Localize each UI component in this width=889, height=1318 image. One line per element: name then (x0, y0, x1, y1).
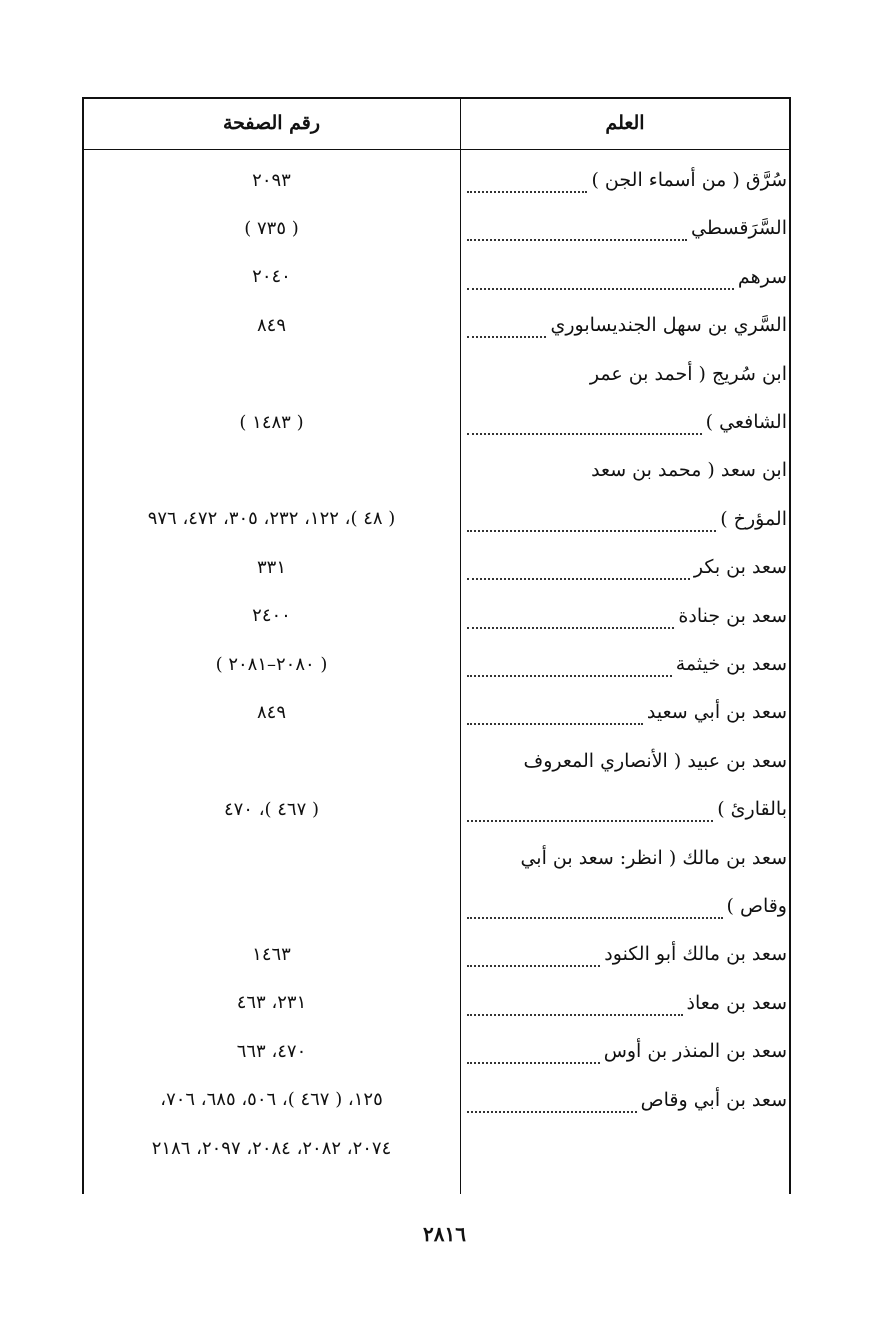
leader-dots (467, 1014, 683, 1016)
table-row (83, 206, 789, 250)
name-cell (461, 497, 789, 541)
table-row (83, 1126, 789, 1170)
name-text: سُرَّق ( من أسماء الجن ) (591, 169, 787, 191)
page-numbers-cell: ٢٣١، ٤٦٣ (236, 992, 307, 1014)
table-row (83, 932, 789, 976)
name-text: السَّري بن سهل الجنديسابوري (550, 314, 787, 337)
name-text: سعد بن أبي سعيد (646, 701, 787, 724)
table-row (83, 884, 789, 928)
page-numbers-cell (83, 448, 460, 492)
name-text: الشافعي ) (705, 411, 787, 433)
page-numbers-cell (83, 352, 460, 396)
leader-dots (467, 433, 702, 435)
leader-dots (467, 578, 690, 580)
page-numbers-cell (83, 739, 460, 783)
table-row (83, 352, 789, 396)
name-cell (461, 739, 789, 783)
name-cell (461, 158, 789, 202)
table-row (83, 787, 789, 831)
name-text: السَّرَقسطي (691, 217, 787, 240)
name-text: سعد بن مالك ( انظر: سعد بن أبي (520, 846, 787, 869)
name-text: سعد بن معاذ (686, 991, 787, 1014)
leader-dots (467, 723, 643, 725)
leader-dots (467, 917, 723, 919)
table-row (83, 400, 789, 444)
table-right-border (789, 97, 791, 1194)
name-text: بالقارئ ) (717, 798, 787, 821)
table-row (83, 981, 789, 1025)
name-text: سرهم (737, 265, 787, 288)
leader-dots (467, 336, 546, 338)
page-numbers-cell: ٤٧٠، ٦٦٣ (236, 1040, 307, 1062)
page-numbers-cell: ( ١٤٨٣ ) (239, 411, 304, 433)
table-row (83, 836, 789, 880)
page-numbers-cell: ٨٤٩ (257, 314, 287, 336)
name-cell (461, 642, 789, 686)
name-cell (461, 884, 789, 928)
table-row (83, 642, 789, 686)
leader-dots (467, 675, 672, 677)
name-text: سعد بن مالك أبو الكنود (604, 943, 787, 966)
page-numbers-cell: ( ٤٨ )، ١٢٢، ٢٣٢، ٣٠٥، ٤٧٢، ٩٧٦ (147, 508, 396, 530)
table-row (83, 1078, 789, 1122)
leader-dots (467, 965, 600, 967)
name-cell (461, 545, 789, 589)
table-row (83, 545, 789, 589)
table-row (83, 1029, 789, 1073)
leader-dots (467, 1062, 600, 1064)
name-text: سعد بن أبي وقاص (640, 1088, 787, 1111)
table-row (83, 158, 789, 202)
page-numbers-cell: ٢٠٤٠ (252, 266, 291, 288)
page-numbers-cell (83, 836, 460, 880)
name-cell (461, 594, 789, 638)
table-row (83, 303, 789, 347)
name-text: ابن سُريج ( أحمد بن عمر (589, 362, 787, 385)
leader-dots (467, 239, 687, 241)
name-cell (461, 448, 789, 492)
name-text: سعد بن بكر (693, 556, 787, 579)
name-cell (461, 690, 789, 734)
column-header-page: رقم الصفحة (222, 112, 321, 134)
leader-dots (467, 530, 716, 532)
name-cell (461, 1078, 789, 1122)
name-text: سعد بن خيثمة (675, 653, 787, 675)
table-row (83, 497, 789, 541)
page-numbers-cell: ٢٠٧٤، ٢٠٨٢، ٢٠٨٤، ٢٠٩٧، ٢١٨٦ (151, 1137, 392, 1159)
name-cell (461, 400, 789, 444)
name-cell (461, 932, 789, 976)
column-header-name: العلم (605, 112, 645, 134)
table-row (83, 594, 789, 638)
page-numbers-cell: ( ٤٦٧ )، ٤٧٠ (223, 798, 320, 820)
table-row (83, 255, 789, 299)
page-numbers-cell (83, 884, 460, 928)
page-numbers-cell: ٨٤٩ (257, 701, 287, 723)
page-numbers-cell: ٣٣١ (257, 556, 287, 578)
leader-dots (467, 191, 587, 193)
page-numbers-cell: ٢٤٠٠ (252, 605, 291, 627)
leader-dots (467, 1111, 637, 1113)
leader-dots (467, 288, 734, 290)
page-numbers-cell: ١٤٦٣ (252, 943, 291, 965)
page-numbers-cell: ١٢٥، ( ٤٦٧ )، ٥٠٦، ٦٨٥، ٧٠٦، (160, 1089, 383, 1111)
page-numbers-cell: ( ٢٠٨٠–٢٠٨١ ) (215, 653, 328, 675)
table-row (83, 690, 789, 734)
page-numbers-cell: ( ٧٣٥ ) (244, 217, 299, 239)
name-text: سعد بن عبيد ( الأنصاري المعروف (523, 749, 787, 772)
name-cell (461, 255, 789, 299)
name-cell (461, 206, 789, 250)
leader-dots (467, 820, 713, 822)
name-cell (461, 836, 789, 880)
name-text: المؤرخ ) (720, 507, 787, 530)
name-cell (461, 1029, 789, 1073)
name-cell (461, 1126, 789, 1170)
table-row (83, 448, 789, 492)
name-text: وقاص ) (726, 895, 787, 917)
name-cell (461, 303, 789, 347)
leader-dots (467, 627, 674, 629)
name-cell (461, 981, 789, 1025)
table-row (83, 739, 789, 783)
page-numbers-cell: ٢٠٩٣ (252, 169, 291, 191)
page-number: ٢٨١٦ (423, 1222, 466, 1246)
name-cell (461, 352, 789, 396)
name-cell (461, 787, 789, 831)
name-text: سعد بن جنادة (678, 604, 787, 627)
name-text: ابن سعد ( محمد بن سعد (591, 459, 787, 482)
table-header-divider (82, 149, 790, 150)
name-text: سعد بن المنذر بن أوس (603, 1040, 787, 1063)
